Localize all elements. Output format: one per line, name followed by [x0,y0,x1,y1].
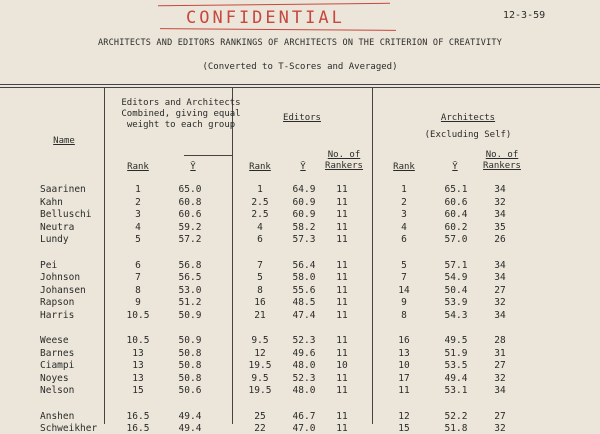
cell-e-y: 47.4 [292,309,316,321]
cell-a-rank: 12 [398,410,410,422]
cell-a-rank: 6 [401,234,407,245]
architects-ybar-header: Ȳ [452,162,458,172]
cell-e-n: 11 [336,272,348,283]
stamp-underline [160,28,396,31]
cell-e-rank: 9.5 [251,335,269,346]
cell-c-rank: 13 [132,347,144,359]
row-name: Neutra [40,221,75,233]
cell-e-rank: 12 [254,347,266,359]
cell-a-y: 49.5 [444,335,468,346]
cell-a-y: 54.3 [444,309,468,321]
cell-c-y: 50.8 [178,347,202,359]
cell-e-n: 11 [336,184,348,195]
cell-e-rank: 22 [254,423,266,434]
cell-c-y: 50.6 [178,385,202,396]
cell-a-n: 34 [494,184,506,195]
cell-c-rank: 10.5 [126,309,150,321]
column-divider [232,88,233,424]
cell-c-rank: 5 [135,234,141,245]
row-name: Schweikher [40,423,98,434]
editors-column-header: Editors [283,113,321,123]
cell-e-rank: 2.5 [251,196,269,208]
cell-a-y: 51.9 [444,347,468,359]
editors-rankers-header: No. of Rankers [325,150,363,171]
cell-e-y: 47.0 [292,423,316,434]
cell-e-y: 49.6 [292,347,316,359]
cell-a-rank: 7 [401,272,407,283]
cell-e-y: 46.7 [292,410,316,422]
cell-a-rank: 16 [398,335,410,346]
cell-e-n: 11 [336,221,348,233]
cell-a-y: 53.5 [444,360,468,371]
cell-a-rank: 15 [398,423,410,434]
cell-a-y: 53.1 [444,385,468,396]
cell-e-n: 11 [336,259,348,271]
document-subtitle: (Converted to T-Scores and Averaged) [202,62,398,72]
editors-rank-header: Rank [249,162,271,172]
cell-e-y: 58.0 [292,272,316,283]
cell-a-rank: 13 [398,347,410,359]
cell-e-rank: 8 [257,284,263,296]
row-name: Harris [40,309,75,321]
row-name: Noyes [40,372,69,384]
cell-e-n: 11 [336,385,348,396]
cell-e-n: 11 [336,423,348,434]
cell-e-y: 60.9 [292,209,316,220]
column-divider [372,88,373,424]
row-name: Belluschi [40,209,92,220]
cell-e-y: 64.9 [292,184,316,195]
cell-e-n: 11 [336,335,348,346]
cell-e-rank: 7 [257,259,263,271]
cell-c-rank: 13 [132,372,144,384]
cell-a-n: 34 [494,209,506,220]
cell-e-n: 11 [336,284,348,296]
document-title: ARCHITECTS AND EDITORS RANKINGS OF ARCHITECTS ON THE CRITERION OF CREATIVITY [97,38,503,48]
row-name: Saarinen [40,184,86,195]
cell-a-y: 52.2 [444,410,468,422]
cell-a-y: 49.4 [444,372,468,384]
header-step-rule [184,155,232,156]
cell-e-y: 56.4 [292,259,316,271]
row-name: Anshen [40,410,75,422]
table-top-rule [0,84,600,85]
cell-e-y: 55.6 [292,284,316,296]
cell-e-rank: 2.5 [251,209,269,220]
cell-e-y: 48.0 [292,360,316,371]
cell-a-n: 32 [494,297,506,308]
cell-e-n: 11 [336,297,348,308]
cell-a-y: 57.1 [444,259,468,271]
cell-e-rank: 4 [257,221,263,233]
cell-c-rank: 4 [135,221,141,233]
cell-a-n: 26 [494,234,506,245]
cell-c-rank: 16.5 [126,423,150,434]
cell-e-rank: 6 [257,234,263,245]
cell-c-rank: 7 [135,272,141,283]
cell-a-n: 31 [494,347,506,359]
cell-a-rank: 11 [398,385,410,396]
cell-a-n: 34 [494,309,506,321]
cell-c-y: 49.4 [178,410,202,422]
cell-e-n: 11 [336,372,348,384]
architects-rankers-header: No. of Rankers [483,150,521,171]
cell-a-rank: 1 [401,184,407,195]
cell-c-rank: 8 [135,284,141,296]
stamp-underline [158,3,390,6]
cell-a-rank: 9 [401,297,407,308]
cell-e-rank: 9.5 [251,372,269,384]
cell-a-rank: 2 [401,196,407,208]
editors-ybar-header: Ȳ [300,162,306,172]
cell-a-y: 50.4 [444,284,468,296]
cell-a-rank: 5 [401,259,407,271]
cell-a-n: 27 [494,284,506,296]
architects-note: (Excluding Self) [424,130,512,140]
cell-e-rank: 16 [254,297,266,308]
cell-c-rank: 9 [135,297,141,308]
cell-e-rank: 21 [254,309,266,321]
cell-c-rank: 2 [135,196,141,208]
cell-a-y: 57.0 [444,234,468,245]
cell-e-n: 11 [336,196,348,208]
architects-column-header: Architects [440,113,496,123]
cell-e-y: 58.2 [292,221,316,233]
cell-e-n: 11 [336,309,348,321]
cell-c-y: 57.2 [178,234,202,245]
row-name: Johansen [40,284,86,296]
cell-a-rank: 17 [398,372,410,384]
cell-e-y: 52.3 [292,372,316,384]
combined-column-header: Editors and Architects Combined, giving equal weight to each group [121,98,241,130]
cell-e-y: 60.9 [292,196,316,208]
cell-a-n: 34 [494,272,506,283]
cell-c-rank: 10.5 [126,335,150,346]
row-name: Nelson [40,385,75,396]
cell-e-n: 11 [336,234,348,245]
cell-e-n: 11 [336,410,348,422]
confidential-stamp: CONFIDENTIAL [186,8,345,28]
cell-e-n: 10 [336,360,348,371]
cell-e-y: 48.0 [292,385,316,396]
cell-c-y: 50.8 [178,360,202,371]
cell-c-rank: 6 [135,259,141,271]
name-column-header: Name [53,136,75,146]
cell-a-y: 54.9 [444,272,468,283]
cell-c-y: 59.2 [178,221,202,233]
cell-a-n: 28 [494,335,506,346]
cell-e-rank: 1 [257,184,263,195]
cell-a-y: 60.4 [444,209,468,220]
cell-c-rank: 1 [135,184,141,195]
cell-a-y: 51.8 [444,423,468,434]
cell-a-rank: 4 [401,221,407,233]
cell-a-n: 27 [494,410,506,422]
cell-e-y: 52.3 [292,335,316,346]
cell-c-y: 56.5 [178,272,202,283]
cell-a-rank: 8 [401,309,407,321]
cell-e-rank: 5 [257,272,263,283]
row-name: Weese [40,335,69,346]
cell-e-y: 57.3 [292,234,316,245]
cell-e-rank: 25 [254,410,266,422]
cell-c-rank: 16.5 [126,410,150,422]
combined-ybar-header: Ȳ [190,162,196,172]
cell-e-n: 11 [336,347,348,359]
cell-c-y: 49.4 [178,423,202,434]
column-divider [104,88,105,424]
cell-a-n: 34 [494,259,506,271]
cell-a-n: 27 [494,360,506,371]
cell-a-y: 65.1 [444,184,468,195]
cell-a-rank: 14 [398,284,410,296]
cell-e-n: 11 [336,209,348,220]
cell-c-y: 53.0 [178,284,202,296]
cell-c-y: 60.8 [178,196,202,208]
row-name: Ciampi [40,360,75,371]
cell-c-y: 50.9 [178,309,202,321]
cell-a-n: 32 [494,372,506,384]
cell-a-rank: 10 [398,360,410,371]
architects-rank-header: Rank [393,162,415,172]
cell-c-y: 60.6 [178,209,202,220]
row-name: Kahn [40,196,63,208]
cell-c-rank: 13 [132,360,144,371]
document-date: 12-3-59 [503,10,546,21]
row-name: Pei [40,259,58,271]
cell-c-y: 51.2 [178,297,202,308]
cell-c-rank: 15 [132,385,144,396]
cell-a-n: 34 [494,385,506,396]
cell-a-y: 60.6 [444,196,468,208]
cell-c-y: 56.8 [178,259,202,271]
row-name: Lundy [40,234,69,245]
cell-e-rank: 19.5 [248,360,272,371]
cell-c-y: 50.9 [178,335,202,346]
table-top-rule [0,87,600,88]
combined-rank-header: Rank [127,162,149,172]
cell-a-n: 32 [494,423,506,434]
cell-e-rank: 19.5 [248,385,272,396]
row-name: Rapson [40,297,75,308]
cell-c-rank: 3 [135,209,141,220]
row-name: Johnson [40,272,81,283]
cell-a-y: 60.2 [444,221,468,233]
cell-a-n: 35 [494,221,506,233]
cell-a-n: 32 [494,196,506,208]
cell-a-rank: 3 [401,209,407,220]
cell-a-y: 53.9 [444,297,468,308]
cell-c-y: 65.0 [178,184,202,195]
cell-e-y: 48.5 [292,297,316,308]
row-name: Barnes [40,347,75,359]
cell-c-y: 50.8 [178,372,202,384]
